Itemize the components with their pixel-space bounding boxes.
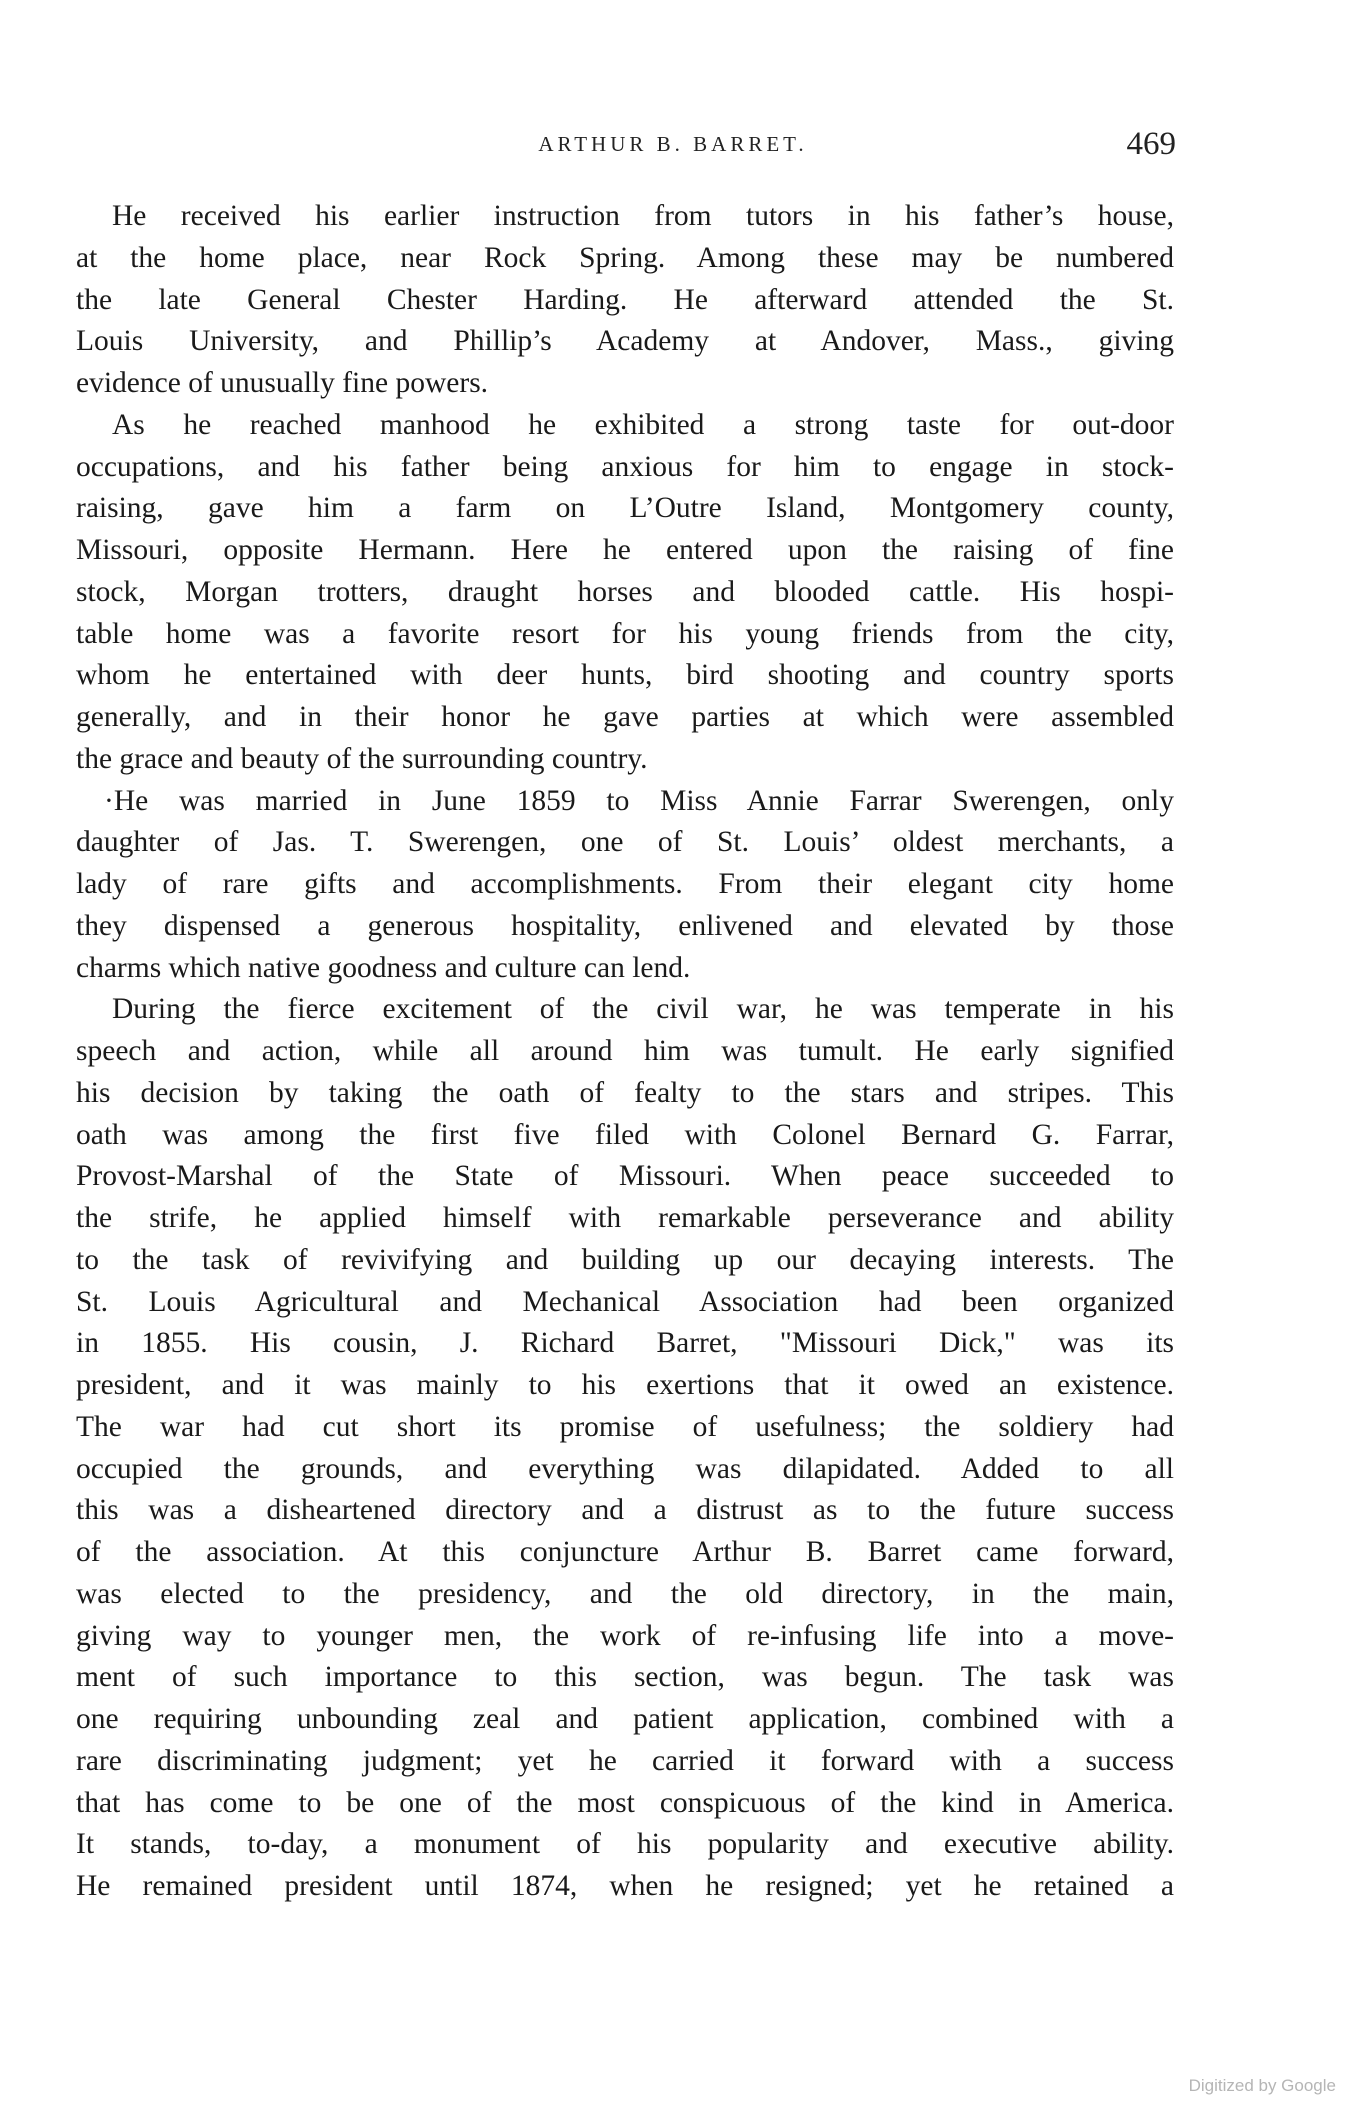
text-line: evidence of unusually fine powers.: [76, 367, 489, 399]
text-line: table home was a favorite resort for his young friends from the city,: [76, 617, 1174, 650]
text-line: this was a disheartened directory and a distrust as to the future success: [76, 1494, 1174, 1527]
text-line: they dispensed a generous hospitality, enlivened and elevated by those: [76, 909, 1174, 942]
text-line: He received his earlier instruction from tutors in his father’s house,: [112, 200, 1174, 232]
text-line: occupied the grounds, and everything was dilapidated. Added to all: [76, 1452, 1174, 1485]
paragraph-1: [76, 196, 1174, 405]
text-line: oath was among the first five filed with Colonel Bernard G. Farrar,: [76, 1118, 1174, 1151]
running-title: ARTHUR B. BARRET.: [538, 132, 808, 156]
text-line: giving way to younger men, the work of re-infusing life into a move-: [76, 1619, 1174, 1652]
text-line: the grace and beauty of the surrounding country.: [76, 742, 648, 775]
text-line: generally, and in their honor he gave parties at which were assembled: [76, 701, 1174, 733]
paragraph-4: [76, 989, 1174, 1908]
text-line: charms which native goodness and culture can lend.: [76, 951, 691, 984]
text-line: was elected to the presidency, and the old directory, in the main,: [76, 1577, 1174, 1610]
text-line: Provost-Marshal of the State of Missouri. When peace succeeded to: [76, 1160, 1174, 1193]
text-line: to the task of revivifying and building up our decaying interests. The: [76, 1243, 1174, 1276]
text-line: daughter of Jas. T. Swerengen, one of St. Louis’ oldest merchants, a: [76, 826, 1174, 859]
text-line: that has come to be one of the most conspicuous of the kind in America.: [76, 1786, 1174, 1819]
text-line: The war had cut short its promise of usefulness; the soldiery had: [76, 1410, 1174, 1443]
text-line: one requiring unbounding zeal and patient application, combined with a: [76, 1703, 1174, 1735]
text-line: rare discriminating judgment; yet he carried it forward with a success: [76, 1744, 1174, 1777]
text-line: in 1855. His cousin, J. Richard Barret, "Missouri Dick," was its: [76, 1327, 1174, 1360]
text-line: It stands, to-day, a monument of his popularity and executive ability.: [76, 1828, 1174, 1861]
text-line: speech and action, while all around him was tumult. He early signified: [76, 1035, 1174, 1067]
text-line: ment of such importance to this section, was begun. The task was: [76, 1661, 1174, 1694]
page-number: 469: [1126, 126, 1176, 162]
text-line: president, and it was mainly to his exertions that it owed an existence.: [76, 1369, 1174, 1401]
text-line: the late General Chester Harding. He afterward attended the St.: [76, 283, 1174, 316]
text-line: lady of rare gifts and accomplishments. From their elegant city home: [76, 868, 1174, 900]
text-line: at the home place, near Rock Spring. Among these may be numbered: [76, 241, 1174, 274]
text-line: his decision by taking the oath of fealty to the stars and stripes. This: [76, 1076, 1174, 1109]
text-line: stock, Morgan trotters, draught horses and blooded cattle. His hospi-: [76, 575, 1174, 608]
text-line: As he reached manhood he exhibited a strong taste for out-door: [112, 408, 1174, 441]
text-line: Missouri, opposite Hermann. Here he entered upon the raising of fine: [76, 534, 1174, 566]
digitization-credit: Digitized by Google: [1188, 2076, 1336, 2095]
text-line: raising, gave him a farm on L’Outre Island, Montgomery county,: [76, 492, 1174, 525]
text-line: occupations, and his father being anxious for him to engage in stock-: [76, 450, 1174, 483]
text-line: He remained president until 1874, when he resigned; yet he retained a: [76, 1870, 1174, 1902]
running-head: [0, 128, 1346, 168]
paragraph-2: [76, 405, 1174, 781]
paragraph-3: [76, 781, 1174, 990]
text-line: St. Louis Agricultural and Mechanical Association had been organized: [76, 1285, 1174, 1318]
text-line: Louis University, and Phillip’s Academy at Andover, Mass., giving: [76, 325, 1174, 358]
text-line: During the fierce excitement of the civil war, he was temperate in his: [112, 993, 1174, 1026]
text-line: the strife, he applied himself with remarkable perseverance and ability: [76, 1202, 1174, 1234]
text-line: whom he entertained with deer hunts, bird shooting and country sports: [76, 659, 1174, 692]
body-text: [76, 196, 1174, 1908]
text-line: of the association. At this conjuncture Arthur B. Barret came forward,: [76, 1536, 1174, 1568]
text-line: ·He was married in June 1859 to Miss Annie Farrar Swerengen, only: [104, 784, 1174, 817]
